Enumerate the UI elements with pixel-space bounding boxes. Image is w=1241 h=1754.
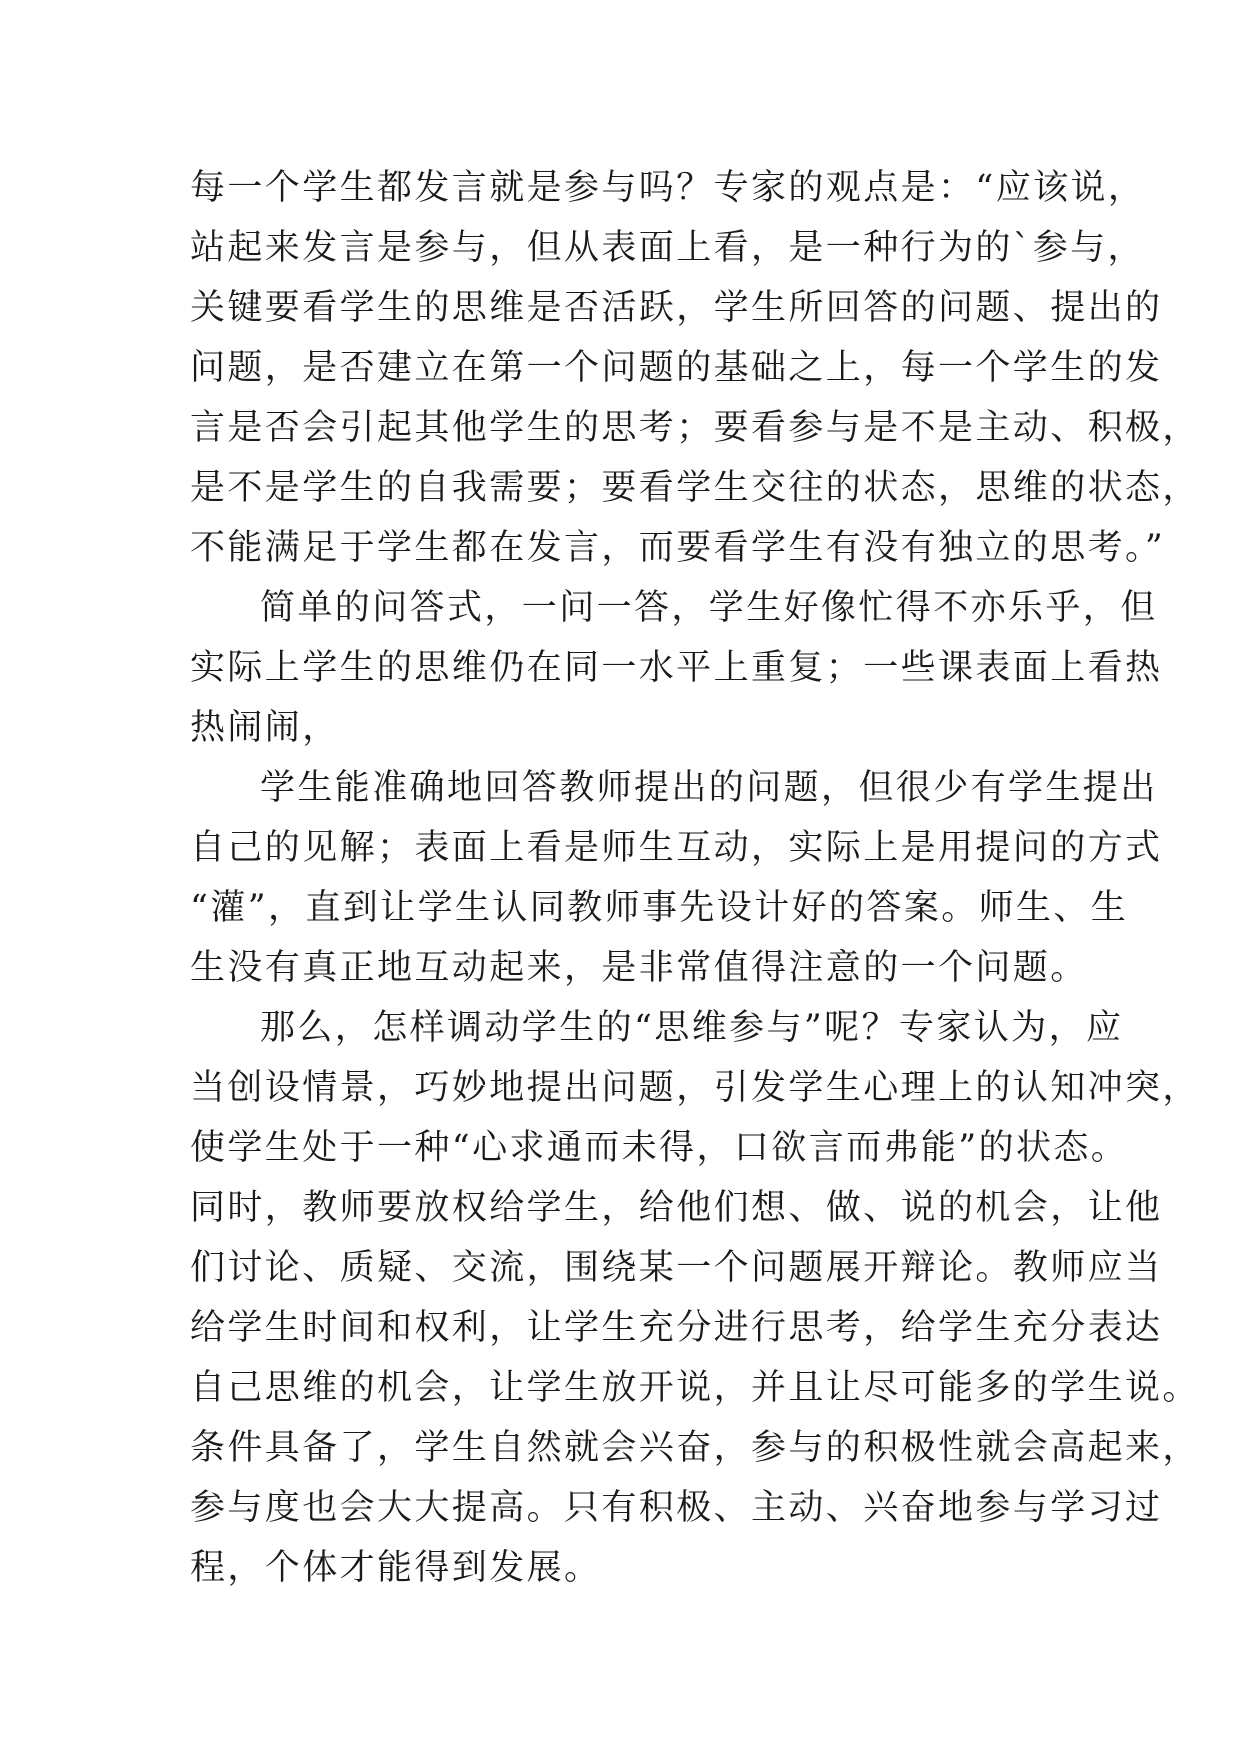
text-line: 生没有真正地互动起来，是非常值得注意的一个问题。: [190, 948, 1088, 988]
text-line: 使学生处于一种“心求通而未得，口欲言而弗能”的状态。: [190, 1128, 1129, 1168]
text-line: 不能满足于学生都在发言，而要看学生有没有独立的思考。”: [190, 528, 1166, 568]
paragraph-start-line: 那么，怎样调动学生的“思维参与”呢？专家认为，应: [260, 1008, 1124, 1048]
text-line: 当创设情景，巧妙地提出问题，引发学生心理上的认知冲突，: [190, 1068, 1200, 1108]
text-line: “灌”，直到让学生认同教师事先设计好的答案。师生、生: [190, 888, 1129, 928]
paragraph-start-line: 简单的问答式，一问一答，学生好像忙得不亦乐乎，但: [260, 588, 1158, 628]
text-line: 们讨论、质疑、交流，围绕某一个问题展开辩论。教师应当: [190, 1248, 1163, 1288]
text-line: 问题，是否建立在第一个问题的基础之上，每一个学生的发: [190, 348, 1163, 388]
text-line: 是不是学生的自我需要；要看学生交往的状态，思维的状态，: [190, 468, 1200, 508]
text-line: 给学生时间和权利，让学生充分进行思考，给学生充分表达: [190, 1308, 1163, 1348]
text-line: 自己的见解；表面上看是师生互动，实际上是用提问的方式: [190, 828, 1163, 868]
text-line: 程，个体才能得到发展。: [190, 1548, 602, 1588]
text-line: 实际上学生的思维仍在同一水平上重复；一些课表面上看热: [190, 648, 1163, 688]
text-line: 自己思维的机会，让学生放开说，并且让尽可能多的学生说。: [190, 1368, 1200, 1408]
body-text: [190, 158, 1200, 1598]
text-line: 热闹闹，: [190, 708, 340, 748]
text-line: 站起来发言是参与，但从表面上看，是一种行为的`参与，: [190, 228, 1145, 268]
text-line: 同时，教师要放权给学生，给他们想、做、说的机会，让他: [190, 1188, 1163, 1228]
text-line: 言是否会引起其他学生的思考；要看参与是不是主动、积极，: [190, 408, 1200, 448]
text-line: 关键要看学生的思维是否活跃，学生所回答的问题、提出的: [190, 288, 1163, 328]
text-line: 条件具备了，学生自然就会兴奋，参与的积极性就会高起来，: [190, 1428, 1200, 1468]
text-line: 参与度也会大大提高。只有积极、主动、兴奋地参与学习过: [190, 1488, 1163, 1528]
text-line: 每一个学生都发言就是参与吗？专家的观点是：“应该说，: [190, 168, 1146, 208]
paragraph-start-line: 学生能准确地回答教师提出的问题，但很少有学生提出: [260, 768, 1158, 808]
